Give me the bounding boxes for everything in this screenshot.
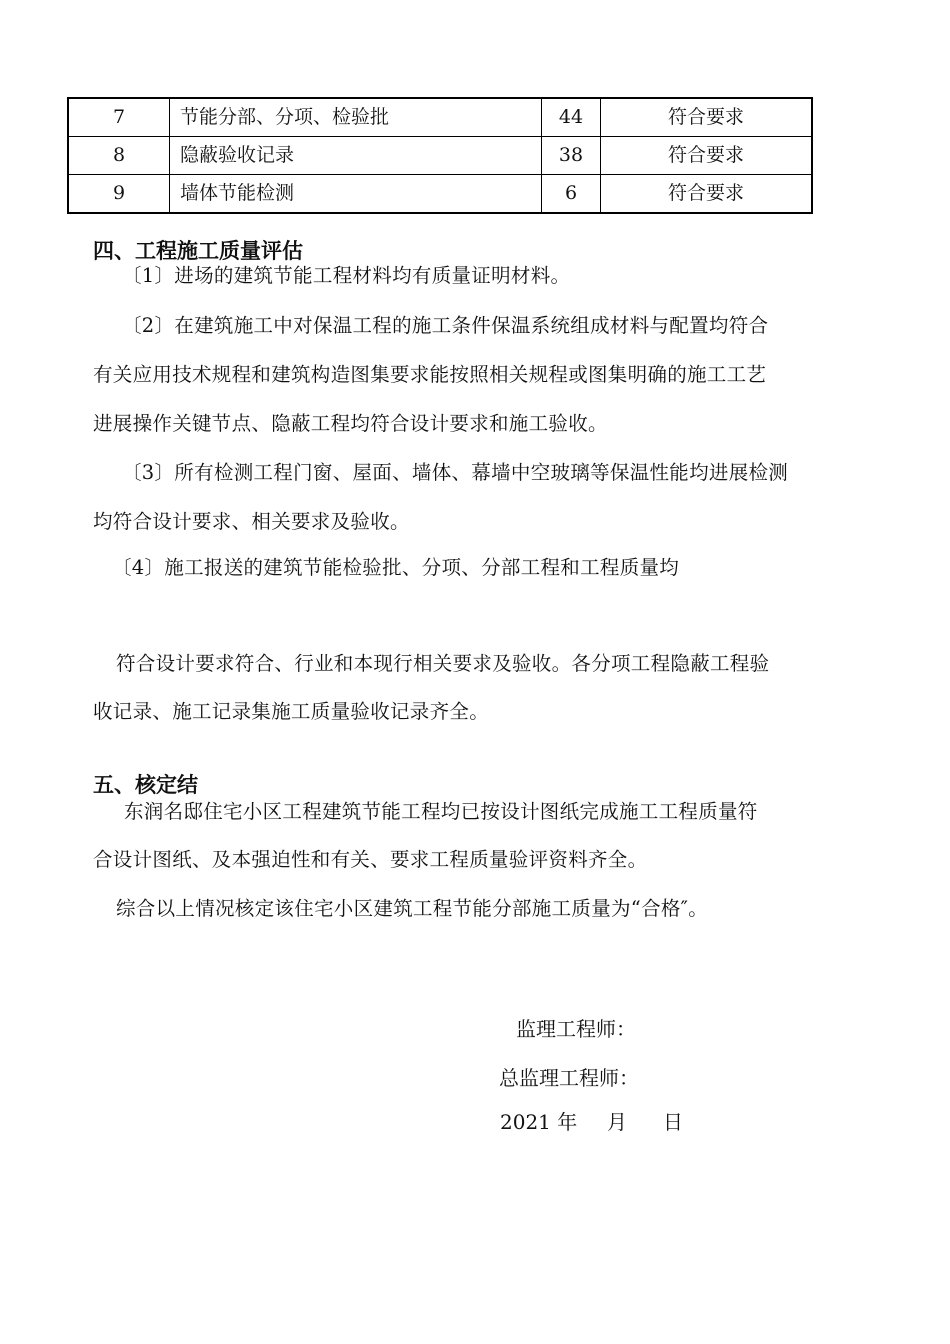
- section4-paragraph-1: 〔1〕进场的建筑节能工程材料均有质量证明材料。: [122, 264, 571, 287]
- row-item-name: 隐蔽验收记录: [170, 137, 542, 175]
- row-count: 44: [542, 98, 601, 137]
- row-count: 38: [542, 137, 601, 175]
- row-number: 8: [68, 137, 170, 175]
- row-result: 符合要求: [601, 98, 813, 137]
- section4-paragraph-5-line-1: 符合设计要求符合、行业和本现行相关要求及验收。各分项工程隐蔽工程验: [116, 652, 770, 675]
- row-item-name: 节能分部、分项、检验批: [170, 98, 542, 137]
- date-day: 日: [663, 1110, 683, 1134]
- section4-paragraph-3-line-2: 均符合设计要求、相关要求及验收。: [93, 510, 410, 533]
- section5-paragraph-2: 综合以上情况核定该住宅小区建筑工程节能分部施工质量为“合格″。: [116, 897, 709, 920]
- table-row: [68, 98, 812, 137]
- chief-engineer-label: 总监理工程师：: [499, 1066, 639, 1090]
- row-result: 符合要求: [601, 137, 813, 175]
- section4-paragraph-3-line-1: 〔3〕所有检测工程门窗、屋面、墙体、幕墙中空玻璃等保温性能均进展检测: [122, 461, 789, 484]
- supervising-engineer-label: 监理工程师：: [516, 1017, 636, 1041]
- section5-paragraph-1-line-1: 东润名邸住宅小区工程建筑节能工程均已按设计图纸完成施工工程质量符: [124, 800, 758, 823]
- section5-paragraph-1-line-2: 合设计图纸、及本强迫性和有关、要求工程质量验评资料齐全。: [93, 848, 648, 871]
- date-month: 月: [607, 1110, 627, 1134]
- section4-paragraph-5-line-2: 收记录、施工记录集施工质量验收记录齐全。: [93, 700, 490, 723]
- section4-paragraph-2-line-3: 进展操作关键节点、隐蔽工程均符合设计要求和施工验收。: [93, 412, 608, 435]
- row-number: 9: [68, 175, 170, 214]
- table-row: [68, 175, 812, 214]
- section4-paragraph-4: 〔4〕施工报送的建筑节能检验批、分项、分部工程和工程质量均: [112, 556, 680, 579]
- row-number: 7: [68, 98, 170, 137]
- row-result: 符合要求: [601, 175, 813, 214]
- table-row: [68, 137, 812, 175]
- row-item-name: 墙体节能检测: [170, 175, 542, 214]
- date-year: 2021 年: [500, 1110, 578, 1134]
- inspection-table: [67, 97, 813, 214]
- section4-paragraph-2-line-1: 〔2〕在建筑施工中对保温工程的施工条件保温系统组成材料与配置均符合: [122, 314, 769, 337]
- section5-heading: 五、核定结: [93, 773, 198, 797]
- section4-heading: 四、工程施工质量评估: [93, 239, 303, 263]
- section4-paragraph-2-line-2: 有关应用技术规程和建筑构造图集要求能按照相关规程或图集明确的施工工艺: [93, 363, 767, 386]
- row-count: 6: [542, 175, 601, 214]
